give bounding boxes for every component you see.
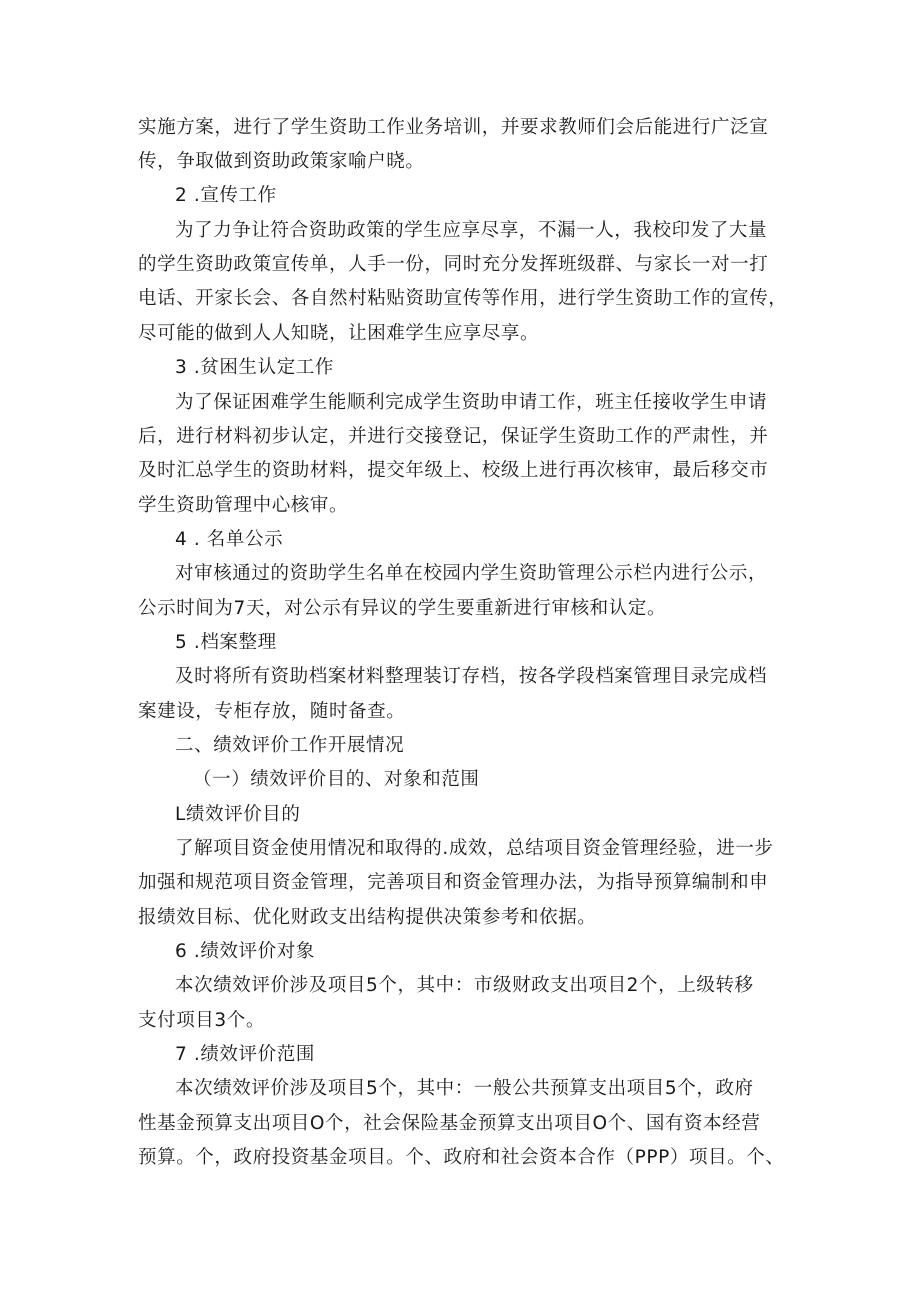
paragraph-line: 了解项目资金使用情况和取得的.成效，总结项目资金管理经验，进一步 [175, 838, 774, 859]
paragraph-line: 及时将所有资助档案材料整理装订存档，按各学段档案管理目录完成档 [175, 666, 768, 687]
section-heading: 2 .宣传工作 [175, 185, 277, 206]
paragraph-line: 公示时间为7天，对公示有异议的学生要重新进行审核和认定。 [138, 598, 667, 619]
paragraph-line: 电话、开家长会、各自然村粘贴资助宣传等作用，进行学生资助工作的宣传， [138, 288, 788, 309]
paragraph-line: 预算。个，政府投资基金项目。个、政府和社会资本合作（PPP）项目。个、 [138, 1147, 785, 1168]
paragraph-line: 对审核通过的资助学生名单在校园内学生资助管理公示栏内进行公示， [175, 563, 768, 584]
section-heading: 7 .绩效评价范围 [175, 1044, 315, 1065]
section-heading: L绩效评价目的 [175, 804, 301, 825]
paragraph-line: 性基金预算支出项目O个，社会保险基金预算支出项目O个、国有资本经营 [138, 1113, 761, 1134]
paragraph-line: 后，进行材料初步认定，并进行交接登记，保证学生资助工作的严肃性，并 [138, 426, 769, 447]
paragraph-line: 的学生资助政策宣传单，人手一份，同时充分发挥班级群、与家长一对一打 [138, 254, 769, 275]
paragraph-line: 加强和规范项目资金管理，完善项目和资金管理办法，为指导预算编制和申 [138, 872, 769, 893]
paragraph-line: 实施方案，进行了学生资助工作业务培训，并要求教师们会后能进行广泛宣 [138, 117, 769, 138]
section-heading: 3 .贫困生认定工作 [175, 357, 335, 378]
paragraph-line: 案建设，专柜存放，随时备查。 [138, 701, 406, 722]
paragraph-line: 报绩效目标、优化财政支出结构提供决策参考和依据。 [138, 907, 597, 928]
paragraph-line: 为了力争让符合资助政策的学生应享尽享，不漏一人，我校印发了大量 [175, 220, 768, 241]
paragraph-line: 为了保证困难学生能顺利完成学生资助申请工作，班主任接收学生申请 [175, 392, 768, 413]
section-heading: 5 .档案整理 [175, 632, 277, 653]
section-heading: 4 . 名单公示 [175, 529, 284, 550]
paragraph-line: 学生资助管理中心核审。 [138, 495, 349, 516]
chapter-heading: 二、绩效评价工作开展情况 [175, 735, 405, 756]
paragraph-line: 尽可能的做到人人知晓，让困难学生应享尽享。 [138, 323, 540, 344]
section-heading: 6 .绩效评价对象 [175, 941, 315, 962]
paragraph-line: 及时汇总学生的资助材料，提交年级上、校级上进行再次核审，最后移交市 [138, 460, 769, 481]
paragraph-line: 本次绩效评价涉及项目5个，其中：市级财政支出项目2个，上级转移 [175, 975, 754, 996]
subsection-heading: （一）绩效评价目的、对象和范围 [193, 769, 480, 790]
paragraph-line: 本次绩效评价涉及项目5个，其中：一般公共预算支出项目5个，政府 [175, 1078, 754, 1099]
paragraph-line: 传，争取做到资助政策家喻户晓。 [138, 151, 425, 172]
paragraph-line: 支付项目3个。 [138, 1010, 265, 1031]
